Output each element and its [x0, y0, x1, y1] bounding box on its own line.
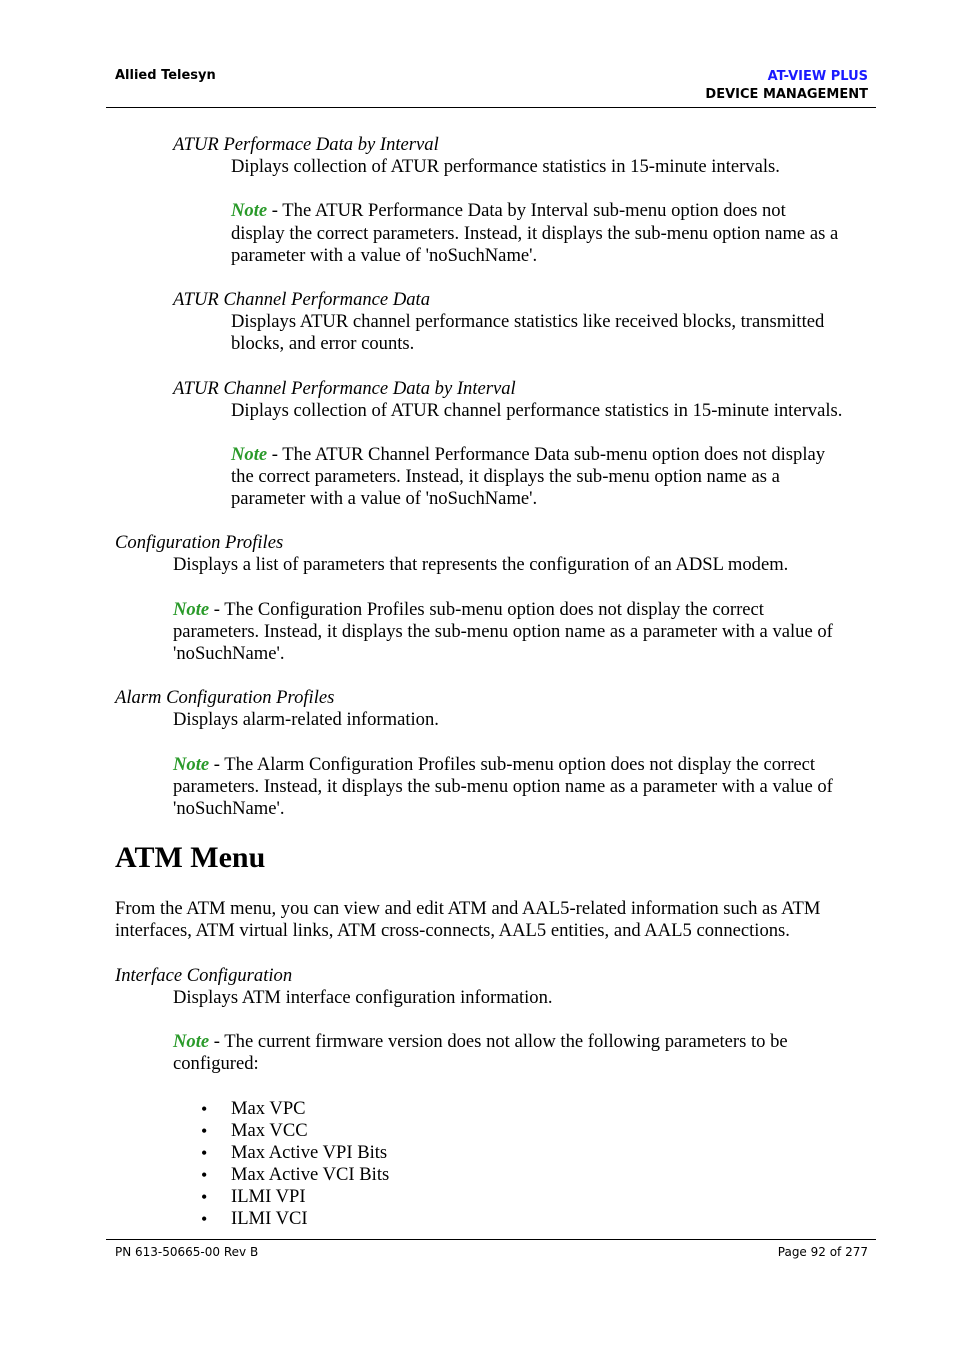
product-name: AT-VIEW PLUS — [767, 69, 868, 84]
bullet-icon: • — [201, 1121, 208, 1141]
section-heading: ATM Menu — [115, 841, 266, 874]
company-name: Allied Telesyn — [115, 68, 216, 83]
note-label: Note — [231, 444, 268, 465]
bullet-icon: • — [201, 1099, 208, 1119]
entry-desc: Displays ATM interface configuration information. — [173, 987, 553, 1008]
header-right — [705, 68, 868, 104]
intro-line: interfaces, ATM virtual links, ATM cross-connects, AAL5 entities, and AAL5 connections. — [115, 920, 790, 941]
note-line: parameter with a value of 'noSuchName'. — [231, 488, 538, 509]
note-line: the correct parameters. Instead, it displays the sub-menu option name as a — [231, 466, 780, 487]
note-line: Note - The Alarm Configuration Profiles sub-menu option does not display the correct — [173, 754, 816, 775]
note-line: 'noSuchName'. — [173, 798, 285, 819]
list-item: Max Active VCI Bits — [231, 1164, 390, 1185]
note-line: parameter with a value of 'noSuchName'. — [231, 245, 538, 266]
entry-desc: Displays a list of parameters that represents the configuration of an ADSL modem. — [173, 554, 789, 575]
bullet-icon: • — [201, 1209, 208, 1229]
list-item: Max VCC — [231, 1120, 308, 1141]
entry-title: Interface Configuration — [115, 965, 293, 986]
entry-desc: Displays ATUR channel performance statistics like received blocks, transmitted — [231, 311, 825, 332]
list-item: ILMI VPI — [231, 1186, 306, 1207]
entry-title: Alarm Configuration Profiles — [115, 687, 335, 708]
note-line: Note - The current firmware version does not allow the following parameters to be — [173, 1031, 788, 1052]
part-number: PN 613-50665-00 Rev B — [115, 1245, 259, 1259]
page-number: Page 92 of 277 — [777, 1245, 868, 1259]
note-line: configured: — [173, 1053, 259, 1074]
bullet-icon: • — [201, 1165, 208, 1185]
note-line: Note - The ATUR Channel Performance Data sub-menu option does not display — [231, 444, 826, 465]
note-line: 'noSuchName'. — [173, 643, 285, 664]
entry-title: Configuration Profiles — [115, 532, 284, 553]
note-label: Note — [173, 754, 210, 775]
entry-title: ATUR Channel Performance Data — [173, 289, 431, 310]
list-item: Max VPC — [231, 1098, 306, 1119]
list-item: Max Active VPI Bits — [231, 1142, 388, 1163]
note-line: parameters. Instead, it displays the sub-menu option name as a parameter with a value of — [173, 621, 833, 642]
note-line: display the correct parameters. Instead, it displays the sub-menu option name as a — [231, 223, 839, 244]
note-label: Note — [231, 200, 268, 221]
bullet-icon: • — [201, 1143, 208, 1163]
bullet-icon: • — [201, 1187, 208, 1207]
entry-desc: Displays alarm-related information. — [173, 709, 439, 730]
entry-desc: Diplays collection of ATUR channel performance statistics in 15-minute intervals. — [231, 400, 843, 421]
note-line: Note - The Configuration Profiles sub-menu option does not display the correct — [173, 599, 764, 620]
list-item: ILMI VCI — [231, 1208, 308, 1229]
note-line: Note - The ATUR Performance Data by Interval sub-menu option does not — [231, 200, 786, 221]
entry-title: ATUR Channel Performance Data by Interval — [173, 378, 516, 399]
footer-rule — [106, 1239, 876, 1240]
note-line: parameters. Instead, it displays the sub-menu option name as a parameter with a value of — [173, 776, 833, 797]
note-label: Note — [173, 1031, 210, 1052]
note-label: Note — [173, 599, 210, 620]
entry-desc: Diplays collection of ATUR performance statistics in 15-minute intervals. — [231, 156, 780, 177]
entry-desc: blocks, and error counts. — [231, 333, 415, 354]
section-name: DEVICE MANAGEMENT — [705, 87, 868, 102]
header-rule — [106, 107, 876, 108]
entry-title: ATUR Performace Data by Interval — [173, 134, 439, 155]
intro-line: From the ATM menu, you can view and edit ATM and AAL5-related information such as ATM — [115, 898, 821, 919]
